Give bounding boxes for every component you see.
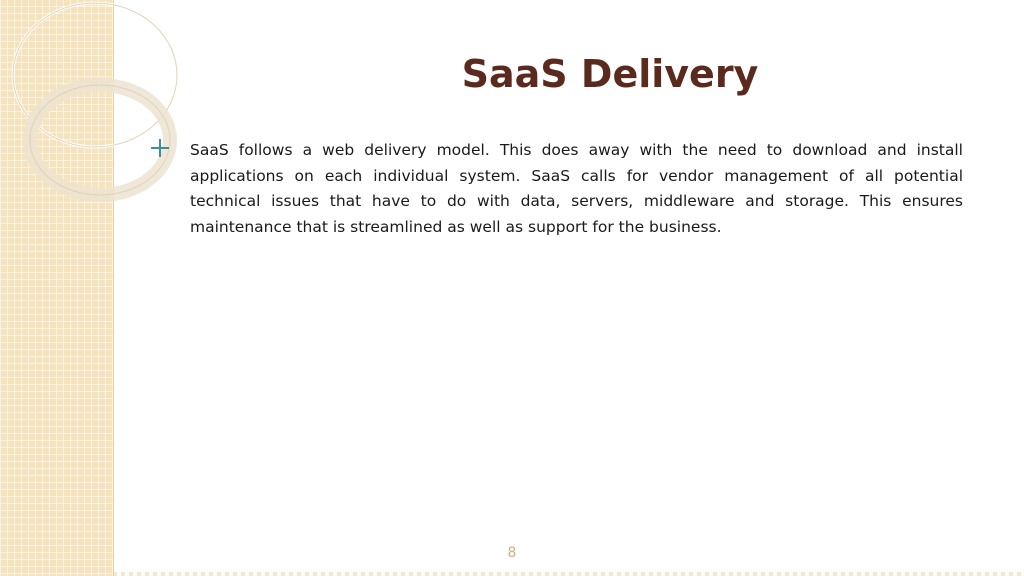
slide-title: SaaS Delivery	[461, 52, 759, 96]
plus-icon	[150, 138, 170, 158]
decorative-rings	[0, 0, 200, 220]
page-number: 8	[507, 545, 517, 561]
bullet-text: SaaS follows a web delivery model. This does away with the need to download and install applications on each individual system. SaaS calls for vendor management of all potential technical issues that have to do with data, servers, middleware and storage. This ensures maintenance that is streamlined as well as support for the business.	[190, 141, 963, 236]
decorative-bottom-strip	[113, 572, 1024, 576]
